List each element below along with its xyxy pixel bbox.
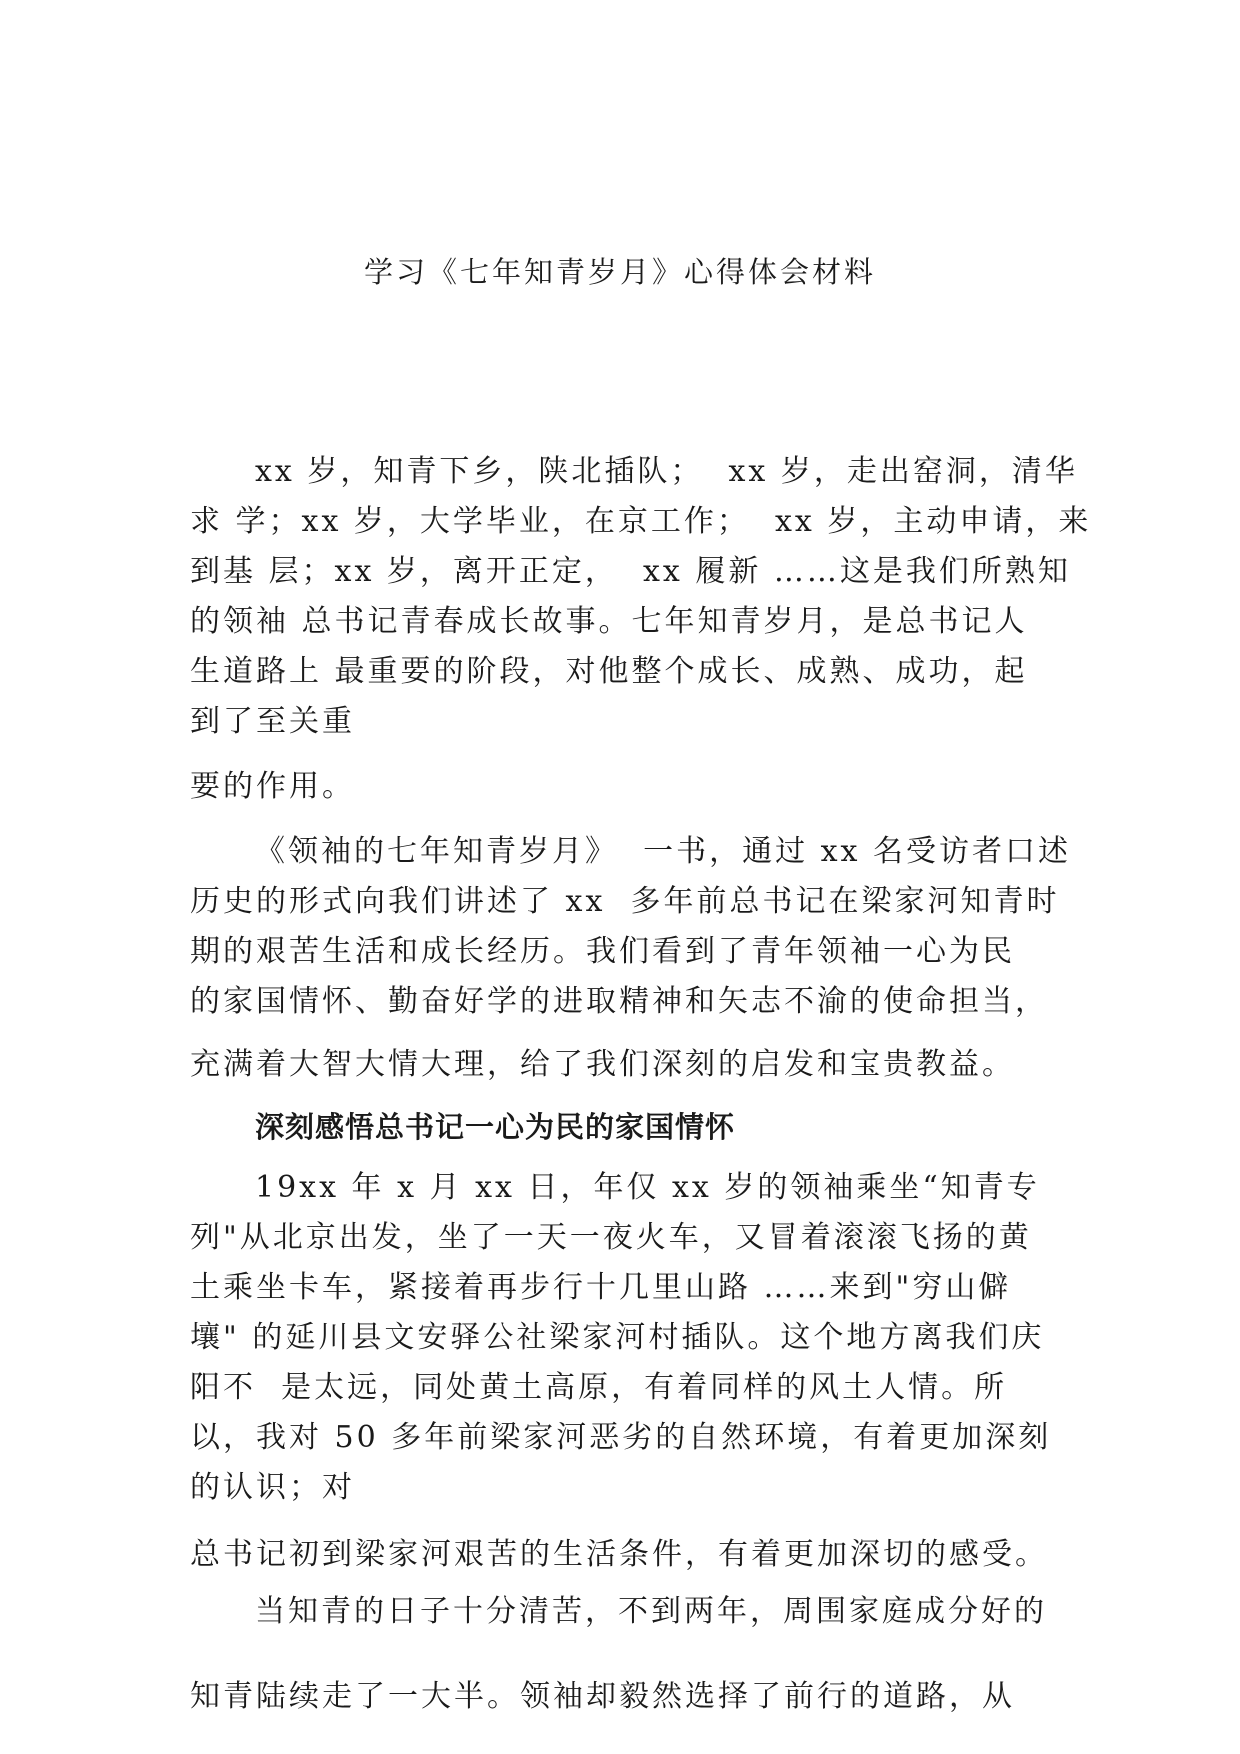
text-line: 到了至关重 xyxy=(190,704,355,739)
document-title: 学习《七年知青岁月》心得体会材料 xyxy=(363,255,876,289)
text-line: 期的艰苦生活和成长经历。我们看到了青年领袖一心为民 xyxy=(190,934,1015,969)
text-line: 总书记初到梁家河艰苦的生活条件，有着更加深切的感受。 xyxy=(190,1537,1048,1572)
text-line: 土乘坐卡车，紧接着再步行十几里山路 ……来到"穷山僻 xyxy=(190,1270,1012,1305)
text-line: 生道路上 最重要的阶段，对他整个成长、成熟、成功，起 xyxy=(190,654,1028,689)
text-line: 以，我对 50 多年前梁家河恶劣的自然环境，有着更加深刻 xyxy=(190,1420,1052,1455)
text-line: 阳不 是太远，同处黄土高原，有着同样的风土人情。所 xyxy=(190,1370,1008,1405)
text-line: xx 岁，知青下乡，陕北插队； xx 岁，走出窑洞，清华 xyxy=(255,454,1078,489)
text-line: 的领袖 总书记青春成长故事。七年知青岁月，是总书记人 xyxy=(190,604,1028,639)
text-line: 知青陆续走了一大半。领袖却毅然选择了前行的道路，从 xyxy=(190,1679,1015,1714)
text-line: 到基 层；xx 岁，离开正定， xx 履新 ……这是我们所熟知 xyxy=(190,554,1071,589)
text-line: 充满着大智大情大理，给了我们深刻的启发和宝贵教益。 xyxy=(190,1047,1015,1082)
text-line: 的家国情怀、勤奋好学的进取精神和矢志不渝的使命担当， xyxy=(190,984,1048,1019)
text-line: 19xx 年 x 月 xx 日，年仅 xx 岁的领袖乘坐“知青专 xyxy=(255,1170,1040,1205)
text-line: 列"从北京出发，坐了一天一夜火车，又冒着滚滚飞扬的黄 xyxy=(190,1220,1032,1255)
text-line: 的认识；对 xyxy=(190,1470,355,1505)
text-line: 当知青的日子十分清苦，不到两年，周围家庭成分好的 xyxy=(255,1594,1047,1629)
text-line: 《领袖的七年知青岁月》 一书，通过 xx 名受访者口述 xyxy=(255,834,1071,869)
text-line: 壤" 的延川县文安驿公社梁家河村插队。这个地方离我们庆 xyxy=(190,1320,1045,1355)
text-line: 求 学；xx 岁，大学毕业，在京工作； xx 岁，主动申请，来 xyxy=(190,504,1092,539)
section-heading: 深刻感悟总书记一心为民的家国情怀 xyxy=(255,1110,736,1144)
text-line: 要的作用。 xyxy=(190,769,355,804)
text-line: 历史的形式向我们讲述了 xx 多年前总书记在梁家河知青时 xyxy=(190,884,1060,919)
